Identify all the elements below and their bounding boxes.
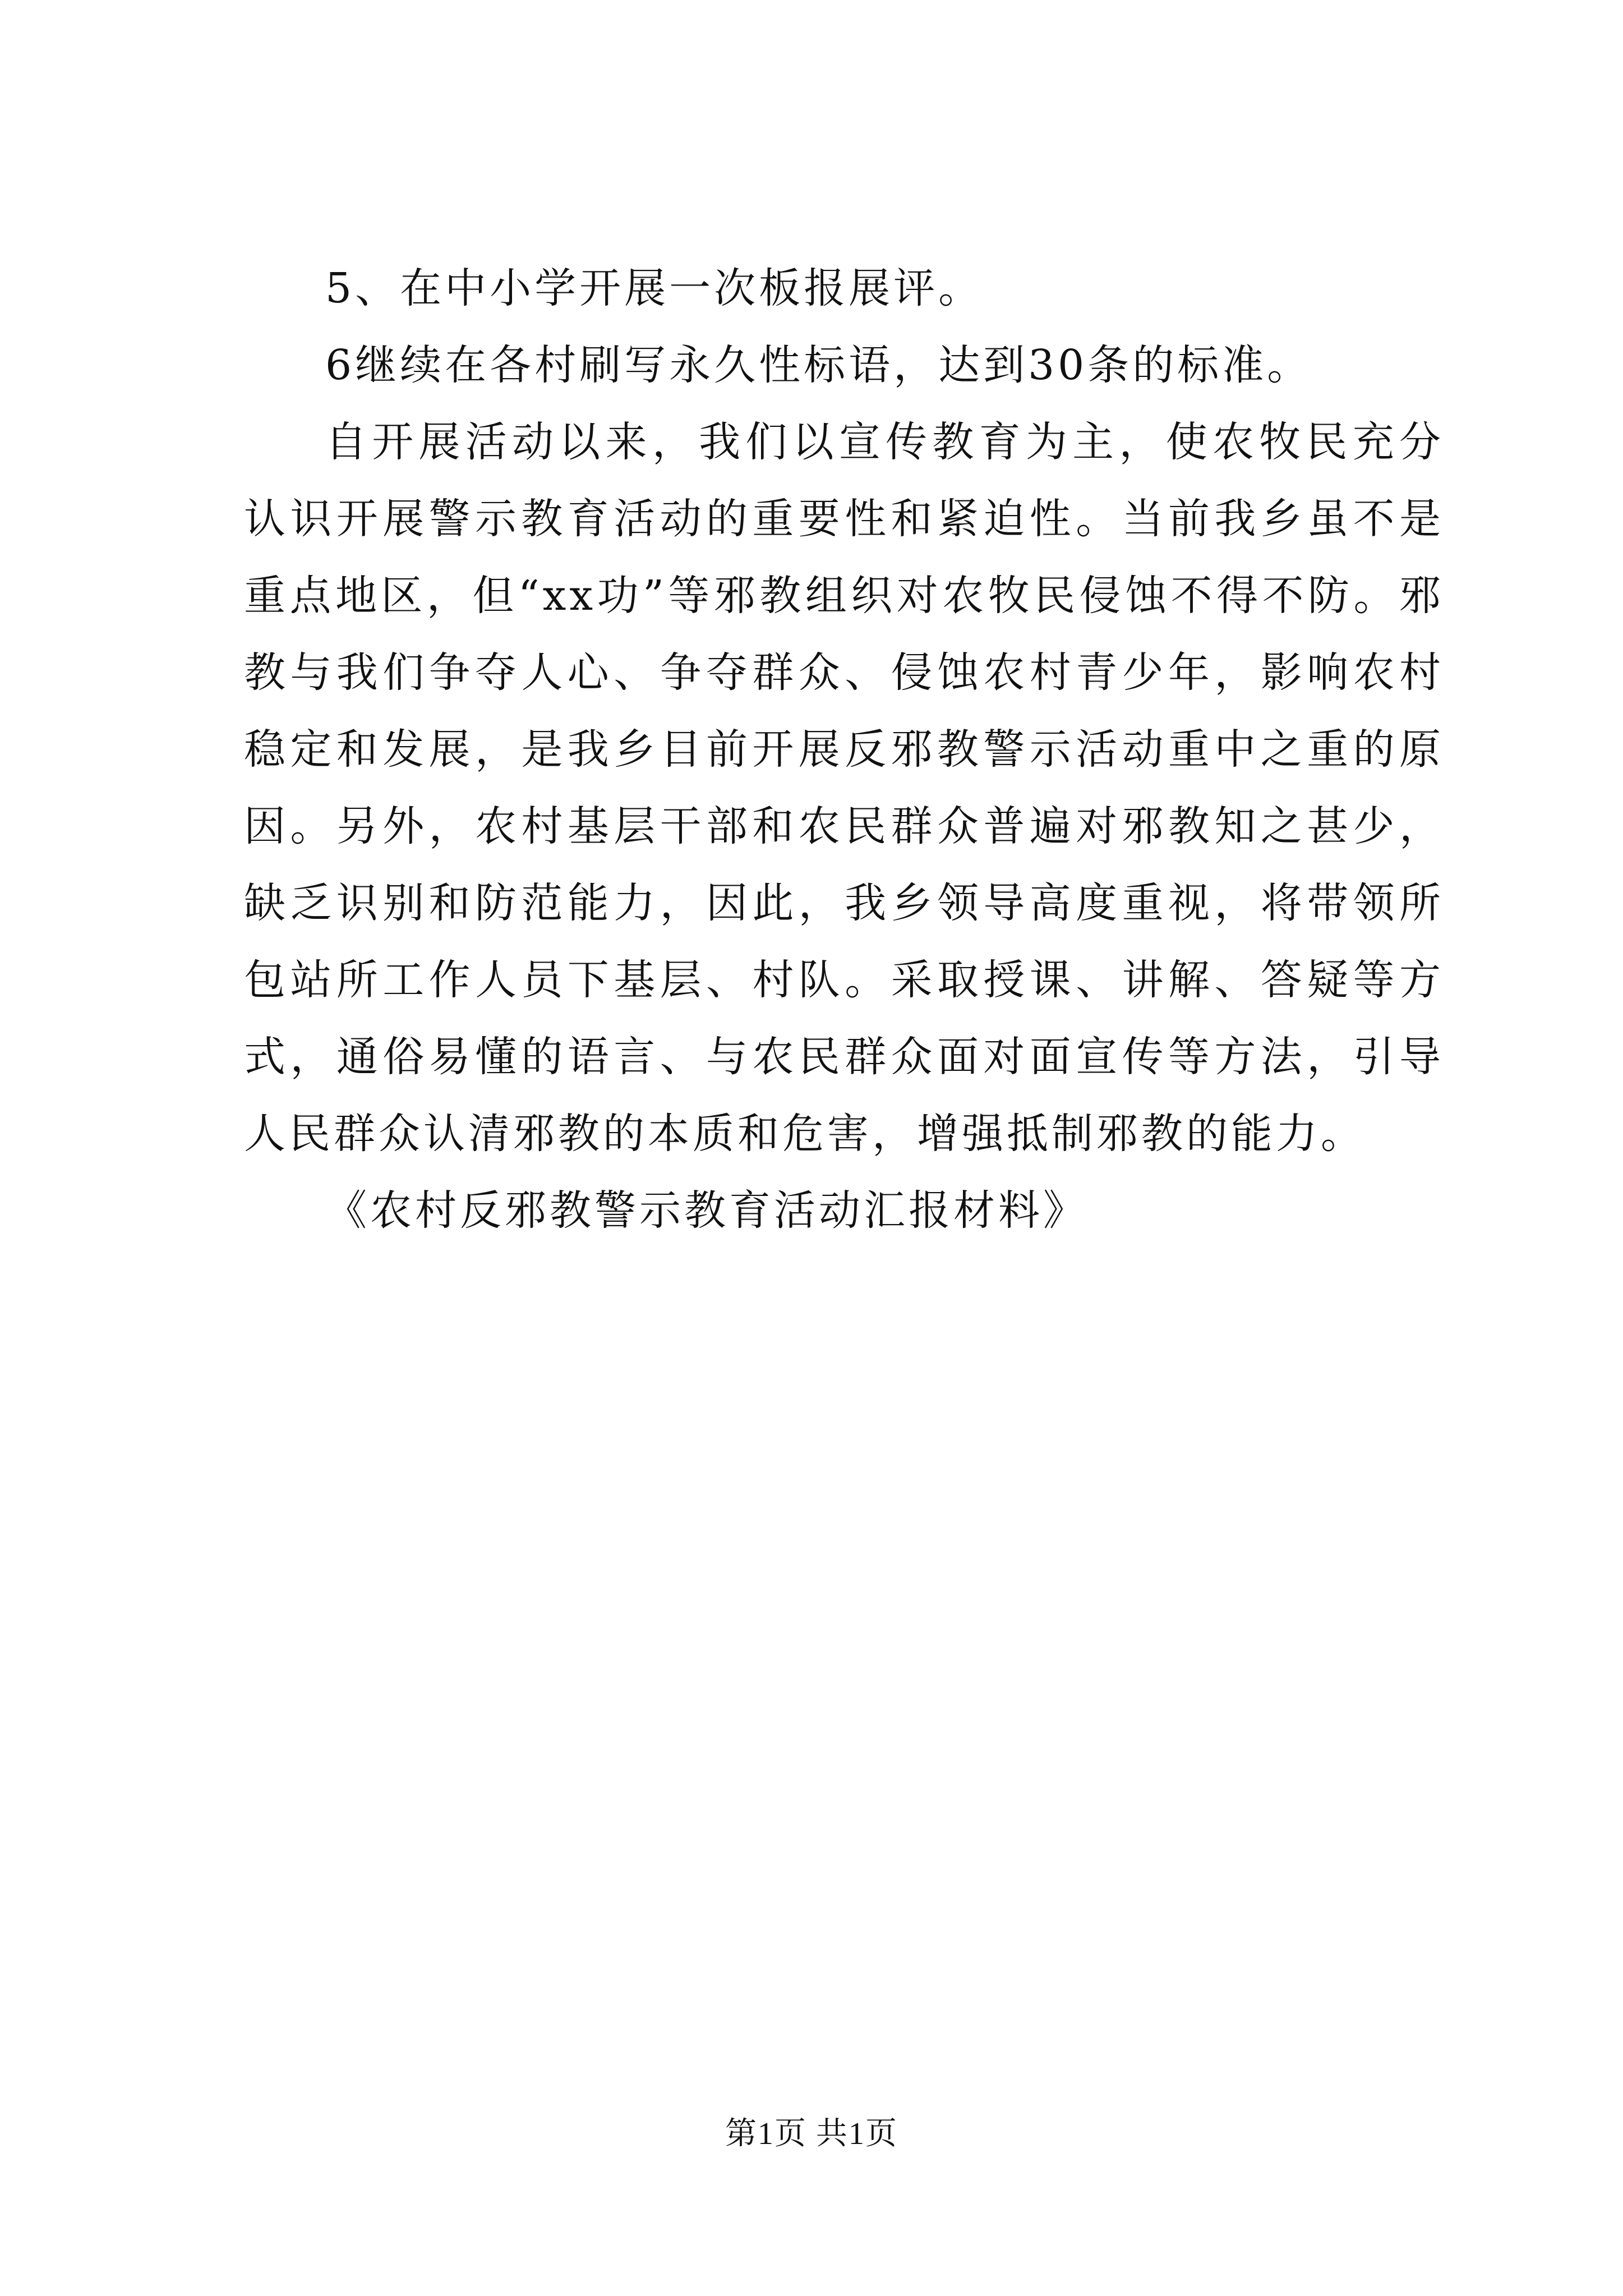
document-body <box>244 250 1444 1249</box>
document-title-line: 《农村反邪教警示教育活动汇报材料》 <box>325 1186 1088 1235</box>
list-item-5: 5、在中小学开展一次板报展评。 <box>325 264 984 312</box>
page-number-footer: 第1页 共1页 <box>725 2116 898 2151</box>
list-item-6: 6继续在各村刷写永久性标语，达到30条的标准。 <box>325 341 1312 389</box>
body-paragraph: 自开展活动以来，我们以宣传教育为主，使农牧民充分认识开展警示教育活动的重要性和紧迫性。当前我乡虽不是重点地区，但“xx功”等邪教组织对农牧民侵蚀不得不防。邪教与我们争夺人心、争夺群众、侵蚀农村青少年，影响农村稳定和发展，是我乡目前开展反邪教警示活动重中之重的原因。另外，农村基层干部和农民群众普遍对邪教知之甚少，缺乏识别和防范能力，因此，我乡领导高度重视，将带领所包站所工作人员下基层、村队。采取授课、讲解、答疑等方式，通俗易懂的语言、与农民群众面对面宣传等方法，引导人民群众认清邪教的本质和危害，增强抵制邪教的能力。 <box>244 418 1444 1158</box>
